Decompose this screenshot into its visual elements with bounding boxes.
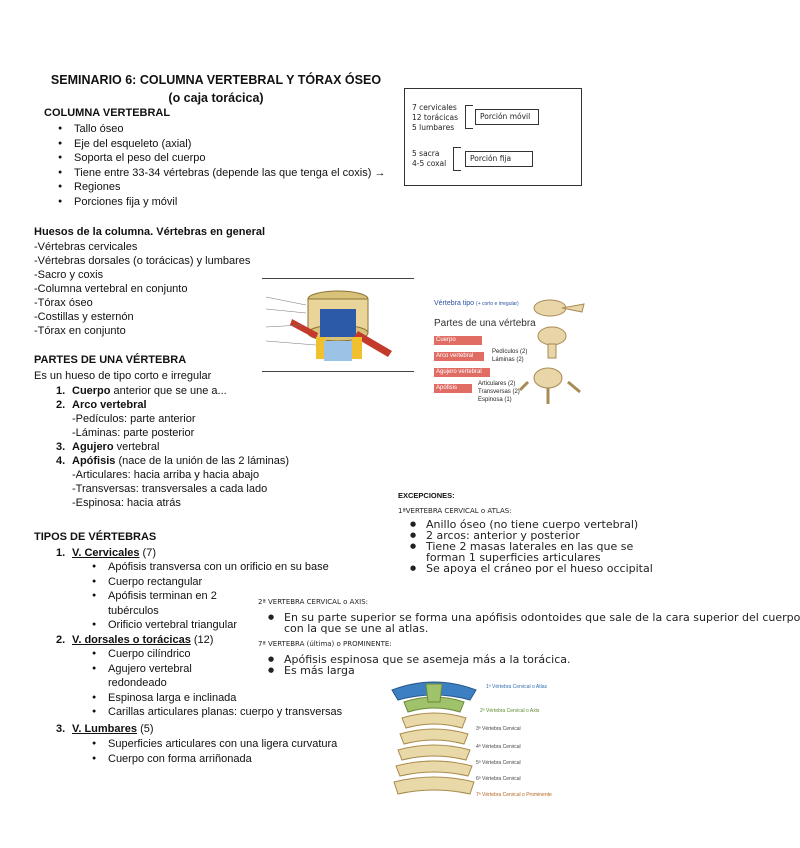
- spine-label-1: 1ª Vértebra Cervical o Atlas: [486, 684, 548, 690]
- vt-articulares: Articulares (2) Transversas (2) Espinosa (1): [478, 381, 520, 403]
- list-item: ● Tiene entre 33-34 vértebras (depende las que tenga el coxis) →: [56, 166, 385, 181]
- list-item: ● Eje del esqueleto (axial): [56, 137, 385, 152]
- vt-title: Vértebra tipo (+ corto e irregular): [434, 300, 519, 307]
- lumbares-list: [90, 737, 337, 766]
- dorsales-list: [90, 647, 342, 720]
- huesos-heading: Huesos de la columna. Vértebras en general: [34, 226, 266, 238]
- list-item: -Vértebras cervicales: [34, 241, 138, 253]
- atlas-list: ● Anillo óseo (no tiene cuerpo vertebral) ● 2 arcos: anterior y posterior ● Tiene 2 masas laterales en las que se forman 1 superficies articulares ● Se apoya el cráneo por el hueso occipital: [408, 519, 653, 574]
- spine-label-4: 4ª Vértebra Cervical: [476, 744, 521, 750]
- list-item: ● Soporta el peso del cuerpo: [56, 151, 385, 166]
- dorsales-heading: 2. V. dorsales o torácicas (12): [56, 634, 214, 646]
- list-item: ● Apófisis transversa con un orificio en su base: [90, 560, 329, 575]
- list-item: ● Orificio vertebral triangular: [90, 618, 329, 633]
- excepciones-heading: EXCEPCIONES:: [398, 491, 455, 500]
- spine-label-2: 2ª Vértebra Cervical o Axis: [480, 708, 540, 714]
- list-item: ● Cuerpo con forma arriñonada: [90, 752, 337, 767]
- page-subtitle: (o caja torácica): [168, 91, 264, 105]
- vt-tag-cuerpo: Cuerpo: [434, 336, 482, 345]
- brace-lower: [453, 147, 461, 171]
- vt-tag-arco: Arco vertebral: [434, 352, 484, 361]
- list-item: ● Espinosa larga e inclinada: [90, 691, 342, 706]
- axis-title: 2ª VERTEBRA CERVICAL o AXIS:: [258, 598, 369, 606]
- lumbares-heading: 3. V. Lumbares (5): [56, 723, 154, 735]
- list-item: -Costillas y esternón: [34, 311, 134, 323]
- columna-heading: COLUMNA VERTEBRAL: [44, 107, 171, 119]
- tipos-heading: TIPOS DE VÉRTEBRAS: [34, 531, 157, 543]
- axis-list: ● En su parte superior se forma una apófisis odontoides que sale de la cara superior del cuerpo con la que se une al atlas.: [266, 612, 800, 634]
- spine-label-5: 5ª Vértebra Cervical: [476, 760, 521, 766]
- partes-heading: PARTES DE UNA VÉRTEBRA: [34, 354, 187, 366]
- vt-partes: Partes de una vértebra: [434, 318, 536, 329]
- list-item: tubérculos: [108, 604, 159, 617]
- list-item: ● Cuerpo cilíndrico: [90, 647, 342, 662]
- page-title: SEMINARIO 6: COLUMNA VERTEBRAL Y TÓRAX ÓSEO: [50, 73, 382, 87]
- vertebra-tipo-image: [430, 298, 590, 410]
- spine-label-3: 3ª Vértebra Cervical: [476, 726, 521, 732]
- cervical-spine-drawing: [384, 676, 484, 800]
- partes-intro: Es un hueso de tipo corto e irregular: [34, 370, 212, 382]
- list-item: ● Superficies articulares con una ligera curvatura: [90, 737, 337, 752]
- huesos-list: [34, 240, 250, 338]
- prominente-title: 7ª VERTEBRA (última) o PROMINENTE:: [258, 640, 392, 648]
- columna-list: [56, 122, 385, 210]
- regions-box: [404, 88, 582, 186]
- vertebra-illustration: [262, 278, 414, 372]
- brace-upper: [465, 105, 473, 129]
- list-item: ● Tallo óseo: [56, 122, 385, 137]
- list-item: -Tórax en conjunto: [34, 325, 126, 337]
- regions-lower: 5 sacra 4-5 coxal: [412, 149, 447, 168]
- list-item: ● Apófisis terminan en 2: [90, 589, 329, 604]
- spine-label-6: 6ª Vértebra Cervical: [476, 776, 521, 782]
- list-item: -Columna vertebral en conjunto: [34, 283, 188, 295]
- vt-tag-apofisis: Apófisis: [434, 384, 472, 393]
- cervical-spine-image: [384, 676, 594, 800]
- list-item: ● Porciones fija y móvil: [56, 195, 385, 210]
- list-item: ● Agujero vertebral: [90, 662, 342, 677]
- list-item: ● Cuerpo rectangular: [90, 575, 329, 590]
- vertebra-bone-drawing: [522, 298, 590, 410]
- list-item: -Tórax óseo: [34, 297, 93, 309]
- cervicales-list: [90, 560, 329, 633]
- list-item: ● Regiones: [56, 180, 385, 195]
- vertebra-body-figure: [262, 279, 414, 371]
- list-item: -Vértebras dorsales (o torácicas) y lumbares: [34, 255, 251, 267]
- regions-upper: 7 cervicales 12 torácicas 5 lumbares: [412, 103, 458, 132]
- cervicales-heading: 1. V. Cervicales (7): [56, 547, 156, 559]
- list-item: ● Carillas articulares planas: cuerpo y transversas: [90, 705, 342, 720]
- partes-list: 1. Cuerpo anterior que se une a... 2. Arco vertebral -Pedículos: parte anterior -Láminas: parte posterior 3. Agujero vertebral 4. Apófisis (nace de la unión de las 2 láminas) -Articulares: hacia arriba y hacia abajo -Transversas: transversales a cada lado -Espinosa: hacia atrás: [56, 385, 290, 509]
- list-item: redondeado: [108, 677, 167, 690]
- fija-box: Porción fija: [465, 151, 533, 167]
- prominente-list: ● Apófisis espinosa que se asemeja más a la torácica. ● Es más larga: [266, 654, 571, 676]
- atlas-title: 1ªVERTEBRA CERVICAL o ATLAS:: [398, 507, 512, 515]
- vt-tag-agujero: Agujero vertebral: [434, 368, 490, 377]
- movil-box: Porción móvil: [475, 109, 539, 125]
- spine-label-7: 7ª Vértebra Cervical o Prominente: [476, 792, 552, 798]
- vt-pediculos: Pedículos (2) Láminas (2): [492, 349, 528, 363]
- list-item: -Sacro y coxis: [34, 269, 104, 281]
